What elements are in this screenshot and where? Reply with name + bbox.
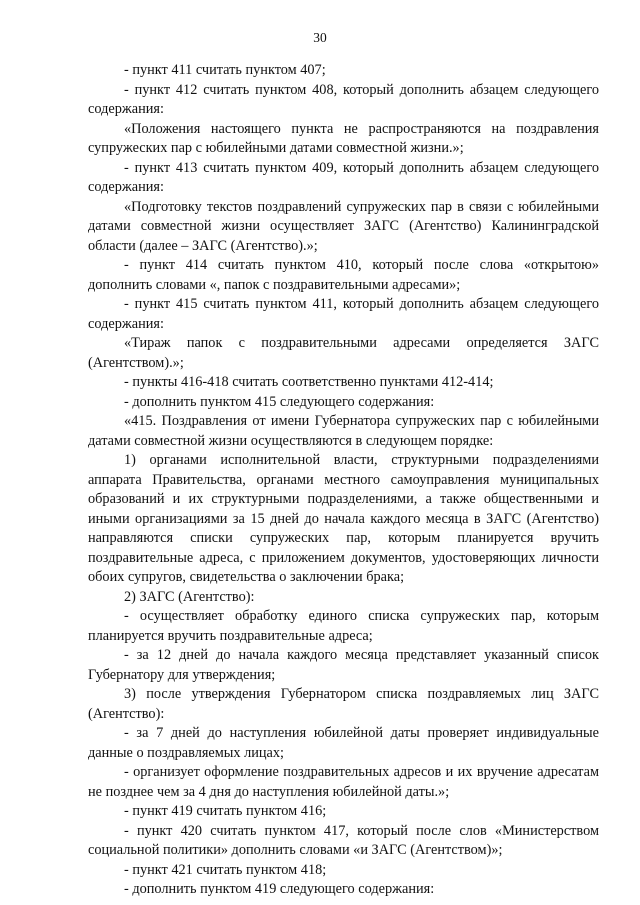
paragraph: - пункт 413 считать пунктом 409, который дополнить абзацем следующего содержания:	[88, 159, 599, 195]
paragraph: 2) ЗАГС (Агентство):	[124, 588, 255, 605]
paragraph: 3) после утверждения Губернатором списка поздравляемых лиц ЗАГС (Агентство):	[88, 686, 599, 722]
paragraph: - пункт 420 считать пунктом 417, который после слов «Министерством социальной политики» дополнить словами «и ЗАГС (Агентством)»;	[88, 822, 599, 858]
paragraph: «Положения настоящего пункта не распространяются на поздравления супружеских пар с юбилейными датами совместной жизни.»;	[88, 120, 599, 156]
paragraph: - пункт 412 считать пунктом 408, который дополнить абзацем следующего содержания:	[88, 81, 599, 117]
paragraph: «Подготовку текстов поздравлений супружеских пар в связи с юбилейными датами совместной жизни осуществляет ЗАГС (Агентство) Калининградской области (далее – ЗАГС (Агентство).»;	[88, 198, 599, 254]
paragraph: - организует оформление поздравительных адресов и их вручение адресатам не позднее чем за 4 дня до наступления юбилейной даты.»;	[88, 764, 599, 800]
paragraph: - пункт 421 считать пунктом 418;	[124, 861, 327, 878]
paragraph: - пункт 415 считать пунктом 411, который дополнить абзацем следующего содержания:	[88, 296, 599, 332]
document-body	[88, 61, 599, 900]
page-number: 30	[313, 30, 327, 45]
paragraph: «Тираж папок с поздравительными адресами определяется ЗАГС (Агентством).»;	[88, 335, 599, 371]
paragraph: - пункт 419 считать пунктом 416;	[124, 803, 327, 819]
paragraph: - пункт 414 считать пунктом 410, который после слова «открытою» дополнить словами «, папок с поздравительными адресами»;	[88, 257, 599, 293]
paragraph: - за 7 дней до наступления юбилейной даты проверяет индивидуальные данные о поздравляемых лицах;	[88, 725, 599, 761]
paragraph: - дополнить пунктом 415 следующего содержания:	[124, 393, 435, 410]
paragraph: «415. Поздравления от имени Губернатора супружеских пар с юбилейными датами совместной жизни осуществляются в следующем порядке:	[88, 413, 599, 449]
paragraph: - осуществляет обработку единого списка супружеских пар, которым планируется вручить поздравительные адреса;	[88, 608, 599, 644]
paragraph: - пункты 416-418 считать соответственно пунктами 412-414;	[124, 374, 494, 390]
paragraph: - пункт 411 считать пунктом 407;	[124, 62, 326, 78]
paragraph: - дополнить пунктом 419 следующего содержания:	[124, 881, 435, 897]
paragraph: 1) органами исполнительной власти, структурными подразделениями аппарата Правительства, органами местного самоуправления муниципальных образований и их структурными подразделениями, а также общественными и иными организациями за 15 дней до начала каждого месяца в ЗАГС (Агентство) направляются списки супружеских пар, которым планируется вручить поздравительные адреса, с приложением документов, удостоверяющих личности обоих супругов, свидетельства о заключении брака;	[88, 452, 599, 585]
paragraph: - за 12 дней до начала каждого месяца представляет указанный список Губернатору для утверждения;	[88, 647, 599, 683]
